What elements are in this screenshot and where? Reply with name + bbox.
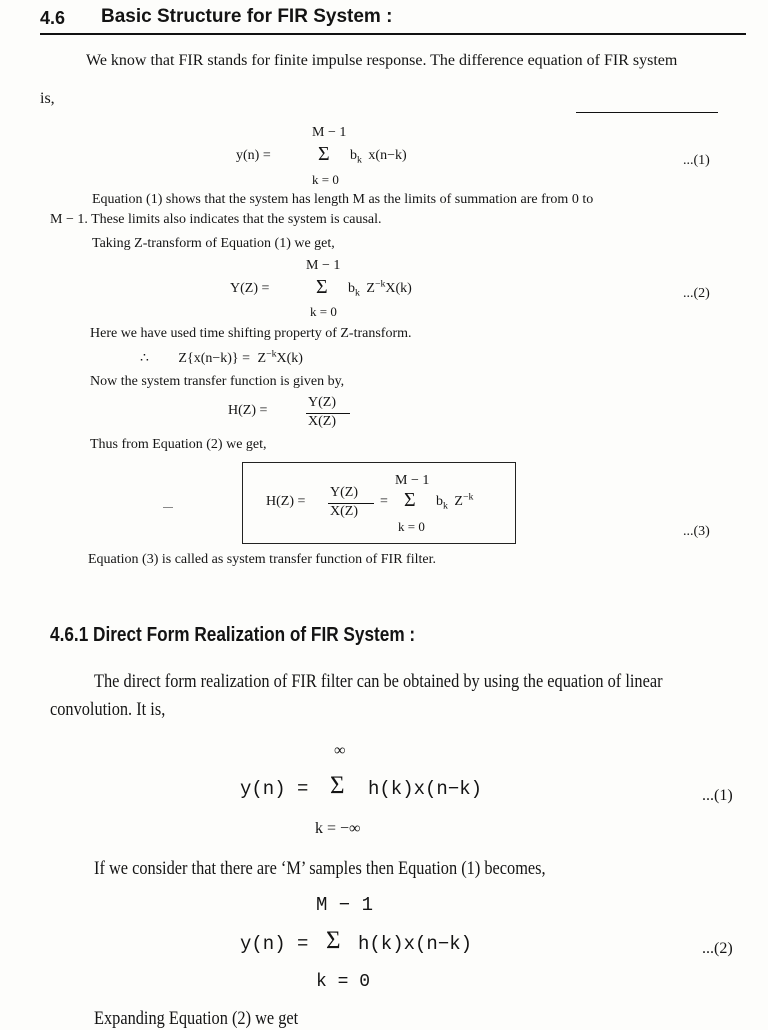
section-title: Basic Structure for FIR System : <box>101 6 393 27</box>
eq1-lhs: y(n) = <box>236 148 271 163</box>
para-2: Taking Z-transform of Equation (1) we get, <box>92 236 335 251</box>
shift-lhs: Z{x(n−k)} = <box>178 351 251 366</box>
eq3-b: b <box>436 494 443 509</box>
eq3-sigma: Σ <box>404 489 416 511</box>
eq1-rhs: x(n−k) <box>368 148 407 163</box>
eq3-equals: = <box>380 494 388 509</box>
h-numerator: Y(Z) <box>308 395 336 410</box>
therefore-symbol: ∴ <box>140 351 149 366</box>
subsection-line-1: The direct form realization of FIR filter can be obtained by using the equation of linear <box>94 671 663 692</box>
para-5: Thus from Equation (2) we get, <box>90 437 267 452</box>
eq2-z: Z <box>366 281 375 296</box>
eq4-rhs: h(k)x(n−k) <box>368 778 483 800</box>
heading-rule <box>40 33 746 35</box>
eq5-upper-limit: M − 1 <box>316 894 374 916</box>
section-number: 4.6 <box>40 8 66 28</box>
h-denominator: X(Z) <box>308 414 336 429</box>
eq2-exp: −k <box>374 278 386 290</box>
para-3: Here we have used time shifting property of Z-transform. <box>90 326 412 341</box>
stray-rule <box>576 112 718 113</box>
eq3-k: k <box>443 500 448 512</box>
eq1-sigma: Σ <box>318 143 330 165</box>
eq1-lower-limit: k = 0 <box>312 172 339 187</box>
para-6: Equation (3) is called as system transfer function of FIR filter. <box>88 552 436 567</box>
eq5-ref: ...(2) <box>702 940 733 957</box>
eq3-upper-limit: M − 1 <box>395 473 430 488</box>
shift-z: Z <box>257 351 267 366</box>
intro-line-2: is, <box>40 90 55 107</box>
eq3-exp: −k <box>462 491 474 503</box>
eq2-ref: ...(2) <box>683 286 710 301</box>
para-7: If we consider that there are ‘M’ samples then Equation (1) becomes, <box>94 858 546 879</box>
shift-x: X(k) <box>276 351 303 366</box>
eq1-ref: ...(1) <box>683 153 710 168</box>
para-1-line-1: Equation (1) shows that the system has length M as the limits of summation are from 0 to <box>92 192 594 207</box>
eq3-ref: ...(3) <box>683 524 710 539</box>
eq1-k: k <box>357 154 362 166</box>
eq5-lower-limit: k = 0 <box>316 972 371 992</box>
eq3-denominator: X(Z) <box>330 504 358 519</box>
intro-line-1: We know that FIR stands for finite impulse response. The difference equation of FIR system <box>86 52 678 69</box>
eq2-lower-limit: k = 0 <box>310 304 337 319</box>
eq4-lhs: y(n) = <box>240 778 309 800</box>
para-4: Now the system transfer function is given by, <box>90 374 345 389</box>
eq3-numerator: Y(Z) <box>330 485 358 500</box>
eq4-upper-limit: ∞ <box>334 742 346 759</box>
eq1-upper-limit: M − 1 <box>312 125 347 140</box>
eq5-rhs: h(k)x(n−k) <box>358 933 473 955</box>
shift-property <box>140 350 303 367</box>
eq3-lower-limit: k = 0 <box>398 519 425 534</box>
h-lhs: H(Z) = <box>228 403 268 418</box>
eq4-ref: ...(1) <box>702 787 733 804</box>
shift-exp: −k <box>266 348 277 360</box>
eq3-z: Z <box>454 494 463 509</box>
eq2-upper-limit: M − 1 <box>306 258 341 273</box>
eq2-sigma: Σ <box>316 276 328 298</box>
eq5-lhs: y(n) = <box>240 933 309 955</box>
para-1-line-2: M − 1. These limits also indicates that the system is causal. <box>50 212 382 227</box>
eq3-lhs: H(Z) = <box>266 494 306 509</box>
subsection-title: 4.6.1 Direct Form Realization of FIR System : <box>50 624 416 646</box>
eq5-sigma: Σ <box>326 927 341 954</box>
eq4-sigma: Σ <box>330 772 345 799</box>
eq2-x: X(k) <box>385 281 412 296</box>
subsection-line-2: convolution. It is, <box>50 699 166 720</box>
eq4-lower-limit: k = −∞ <box>315 820 361 837</box>
eq2-b: b <box>348 281 355 296</box>
eq1-b: b <box>350 148 357 163</box>
stray-mark <box>163 507 173 508</box>
para-8: Expanding Equation (2) we get <box>94 1008 299 1029</box>
eq2-k: k <box>355 287 360 299</box>
eq2-lhs: Y(Z) = <box>230 281 270 296</box>
